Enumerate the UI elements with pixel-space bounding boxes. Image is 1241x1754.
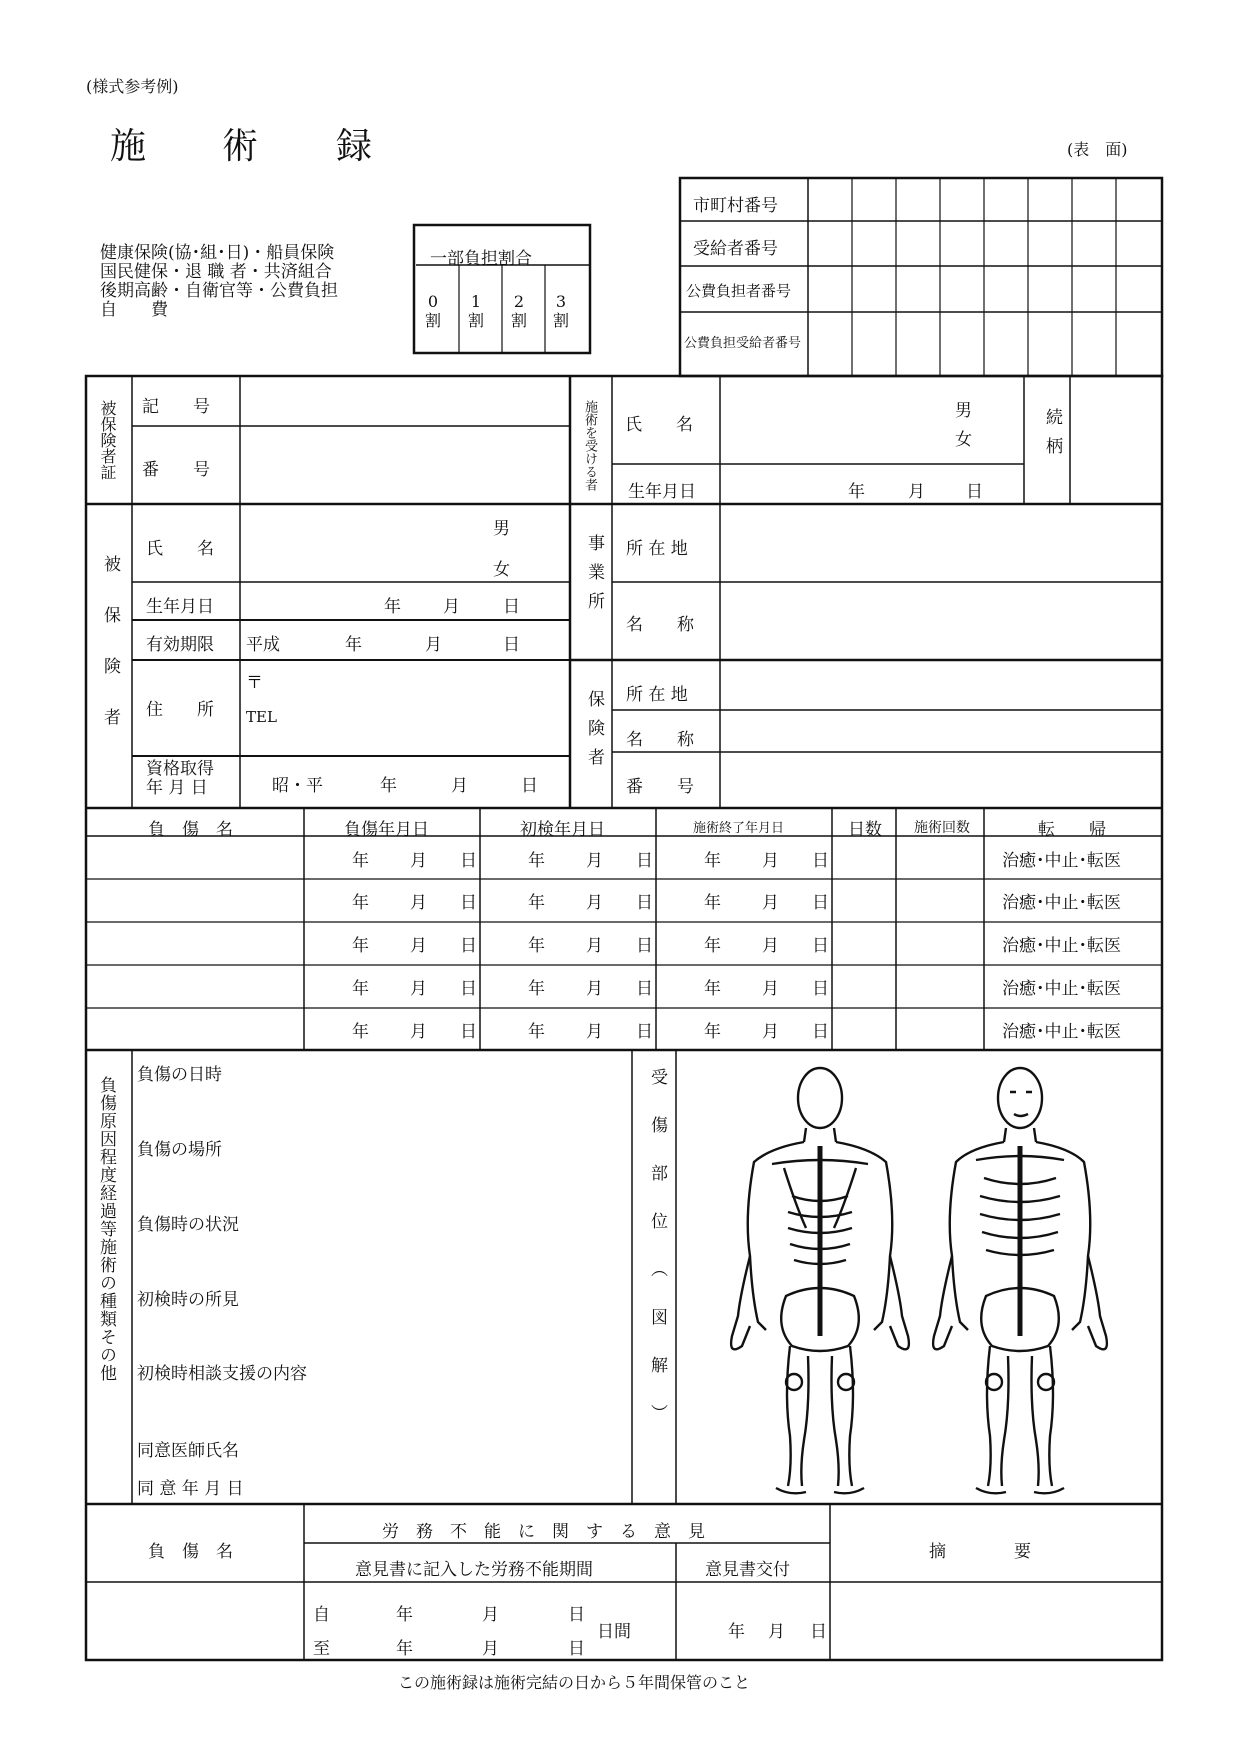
validity-era: 平成: [246, 635, 280, 655]
insurer-number-label: 番 号: [626, 777, 694, 797]
day-label: 日: [460, 979, 477, 999]
summary-label: 摘 要: [929, 1542, 1031, 1562]
year-label: 年: [704, 936, 721, 956]
day-label: 日: [460, 936, 477, 956]
cause-item-5: 初検時相談支援の内容: [137, 1364, 307, 1384]
burden-option-0[interactable]: 0 割: [425, 292, 442, 330]
header-treatment-count: 施術回数: [914, 820, 970, 836]
outcome-options[interactable]: 治癒･中止･転医: [1002, 893, 1121, 913]
day-label: 日: [636, 851, 653, 871]
day-label: 日: [460, 851, 477, 871]
insured-dob-year: 年: [384, 597, 401, 617]
day-label: 日: [636, 936, 653, 956]
outcome-options[interactable]: 治癒･中止･転医: [1002, 936, 1121, 956]
validity-label: 有効期限: [146, 635, 214, 655]
insured-section-label: 被保険者: [100, 555, 120, 759]
sample-note: (様式参考例): [86, 77, 179, 96]
qualification-era[interactable]: 昭・平: [272, 776, 323, 796]
office-name-label: 名 称: [626, 615, 694, 635]
burden-option-1[interactable]: 1 割: [468, 292, 485, 330]
public-payer-number-label: 公費負担者番号: [686, 282, 792, 300]
cause-item-3: 負傷時の状況: [137, 1215, 239, 1235]
header-end-date: 施術終了年月日: [693, 821, 785, 836]
cause-item-2: 負傷の場所: [137, 1140, 222, 1160]
month-label: 月: [586, 893, 603, 913]
month-label: 月: [410, 1022, 427, 1042]
consent-doctor-label: 同意医師氏名: [137, 1441, 239, 1461]
patient-dob-month: 月: [908, 482, 925, 502]
header-days: 日数: [848, 820, 882, 840]
insured-male-option[interactable]: 男: [493, 519, 510, 539]
period-days-label: 日間: [597, 1622, 631, 1642]
issue-month: 月: [768, 1622, 785, 1642]
year-label: 年: [704, 1022, 721, 1042]
patient-name-label: 氏 名: [625, 415, 693, 435]
patient-male-option[interactable]: 男: [955, 401, 972, 421]
day-label: 日: [812, 979, 829, 999]
card-number-label: 番 号: [142, 460, 210, 480]
recipient-number-label: 受給者番号: [693, 239, 778, 259]
insurance-type-3[interactable]: 後期高齢・自衛官等・公費負担: [100, 281, 338, 301]
outcome-options[interactable]: 治癒･中止･転医: [1002, 851, 1121, 871]
relation-label: 続柄: [1042, 408, 1062, 466]
month-label: 月: [410, 979, 427, 999]
issue-day: 日: [810, 1622, 827, 1642]
patient-section-label: 施術を受ける者: [582, 400, 597, 491]
insurer-name-label: 名 称: [626, 730, 694, 750]
year-label: 年: [352, 893, 369, 913]
insurance-card-label: 被保険者証: [98, 400, 117, 480]
side-label: (表 面): [1067, 140, 1128, 159]
year-label: 年: [352, 1022, 369, 1042]
opinion-title: 労 務 不 能 に 関 す る 意 見: [382, 1522, 705, 1542]
issue-year: 年: [728, 1622, 745, 1642]
insurance-type-1[interactable]: 健康保険(協･組･日)・船員保険: [100, 243, 335, 263]
month-label: 月: [410, 936, 427, 956]
postal-mark: 〒: [246, 673, 263, 693]
year-label: 年: [352, 936, 369, 956]
insured-name-label: 氏 名: [146, 539, 214, 559]
validity-day: 日: [503, 635, 520, 655]
day-label: 日: [460, 893, 477, 913]
outcome-options[interactable]: 治癒･中止･転医: [1002, 979, 1121, 999]
card-symbol-label: 記 号: [142, 397, 210, 417]
period-from-month: 月: [482, 1605, 499, 1625]
year-label: 年: [352, 851, 369, 871]
header-injury-name: 負 傷 名: [148, 820, 233, 840]
tel-label: TEL: [246, 708, 277, 726]
validity-month: 月: [425, 635, 442, 655]
qualification-date-label: 資格取得 年 月 日: [146, 759, 214, 798]
insured-dob-label: 生年月日: [146, 597, 214, 617]
year-label: 年: [528, 1022, 545, 1042]
day-label: 日: [636, 1022, 653, 1042]
title-char-3: 録: [336, 126, 373, 167]
burden-title: 一部負担割合: [430, 249, 532, 269]
month-label: 月: [762, 851, 779, 871]
office-section-label: 事業所: [584, 534, 604, 621]
public-recipient-number-label: 公費負担受給者番号: [684, 336, 802, 351]
year-label: 年: [528, 979, 545, 999]
year-label: 年: [704, 893, 721, 913]
cause-section-label: 負傷原因程度経過等施術の種類その他: [96, 1076, 116, 1382]
month-label: 月: [762, 893, 779, 913]
insured-dob-month: 月: [443, 597, 460, 617]
title-char-1: 施: [110, 126, 147, 167]
burden-option-3[interactable]: 3 割: [553, 292, 570, 330]
cause-item-1: 負傷の日時: [137, 1065, 222, 1085]
insurance-type-2[interactable]: 国民健保・退 職 者・共済組合: [100, 262, 332, 282]
patient-dob-year: 年: [848, 482, 865, 502]
header-first-exam-date: 初検年月日: [520, 820, 605, 840]
outcome-options[interactable]: 治癒･中止･転医: [1002, 1022, 1121, 1042]
validity-year: 年: [345, 635, 362, 655]
day-label: 日: [636, 979, 653, 999]
office-location-label: 所 在 地: [626, 539, 688, 559]
insured-dob-day: 日: [503, 597, 520, 617]
patient-dob-label: 生年月日: [628, 482, 696, 502]
footer-note: この施術録は施術完結の日から５年間保管のこと: [398, 1673, 751, 1692]
period-to-label: 至: [313, 1639, 330, 1659]
address-label: 住 所: [146, 700, 214, 720]
year-label: 年: [528, 893, 545, 913]
month-label: 月: [410, 851, 427, 871]
qual-day: 日: [521, 776, 538, 796]
month-label: 月: [586, 1022, 603, 1042]
period-from-year: 年: [396, 1605, 413, 1625]
insured-female-option[interactable]: 女: [493, 560, 510, 580]
month-label: 月: [762, 936, 779, 956]
month-label: 月: [762, 979, 779, 999]
day-label: 日: [636, 893, 653, 913]
cause-item-4: 初検時の所見: [137, 1290, 239, 1310]
month-label: 月: [586, 979, 603, 999]
opinion-injury-name-label: 負 傷 名: [148, 1542, 233, 1562]
qual-year: 年: [380, 776, 397, 796]
day-label: 日: [812, 1022, 829, 1042]
opinion-period-label: 意見書に記入した労務不能期間: [355, 1560, 593, 1580]
period-to-day: 日: [568, 1639, 585, 1659]
month-label: 月: [586, 851, 603, 871]
day-label: 日: [812, 893, 829, 913]
year-label: 年: [528, 936, 545, 956]
insurer-location-label: 所 在 地: [626, 685, 688, 705]
title-char-2: 術: [222, 126, 259, 167]
period-from-label: 自: [313, 1605, 330, 1625]
insurance-type-4[interactable]: 自 費: [100, 300, 168, 320]
municipality-number-label: 市町村番号: [693, 196, 778, 216]
diagram-label: 受傷部位︵図解︶: [647, 1068, 667, 1452]
year-label: 年: [704, 979, 721, 999]
patient-dob-day: 日: [966, 482, 983, 502]
header-outcome: 転 帰: [1038, 820, 1106, 840]
month-label: 月: [762, 1022, 779, 1042]
consent-date-label: 同 意 年 月 日: [137, 1479, 244, 1499]
period-to-month: 月: [482, 1639, 499, 1659]
insurer-section-label: 保険者: [584, 690, 604, 777]
year-label: 年: [704, 851, 721, 871]
day-label: 日: [812, 936, 829, 956]
year-label: 年: [352, 979, 369, 999]
month-label: 月: [586, 936, 603, 956]
patient-female-option[interactable]: 女: [955, 430, 972, 450]
burden-option-2[interactable]: 2 割: [511, 292, 528, 330]
opinion-issue-label: 意見書交付: [705, 1560, 790, 1580]
year-label: 年: [528, 851, 545, 871]
period-to-year: 年: [396, 1639, 413, 1659]
month-label: 月: [410, 893, 427, 913]
day-label: 日: [812, 851, 829, 871]
header-injury-date: 負傷年月日: [344, 820, 429, 840]
period-from-day: 日: [568, 1605, 585, 1625]
day-label: 日: [460, 1022, 477, 1042]
qual-month: 月: [451, 776, 468, 796]
